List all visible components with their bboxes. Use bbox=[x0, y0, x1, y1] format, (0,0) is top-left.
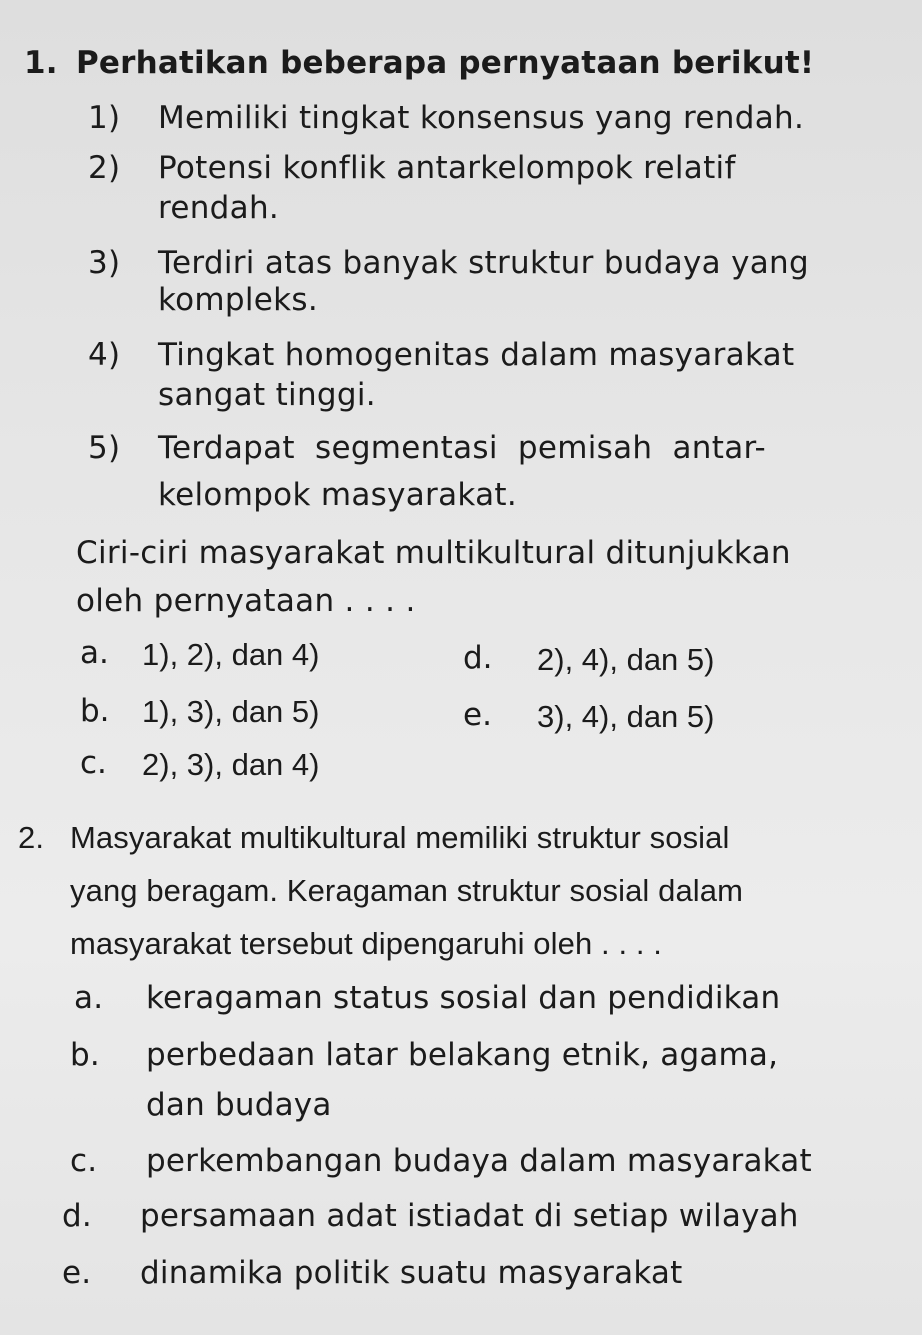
statement-3-line-1: Terdiri atas banyak struktur budaya yang bbox=[158, 245, 809, 281]
q2-option-c-letter: c. bbox=[70, 1143, 98, 1179]
q1-option-d-letter: d. bbox=[463, 640, 493, 676]
statement-4-number: 4) bbox=[88, 337, 121, 373]
q2-option-a-letter: a. bbox=[74, 980, 104, 1016]
statement-2-line-1 bbox=[158, 150, 838, 186]
q2-option-d-letter: d. bbox=[62, 1198, 92, 1234]
statement-1-text: Memiliki tingkat konsensus yang rendah. bbox=[158, 100, 805, 136]
q1-option-a-text: 1), 2), dan 4) bbox=[142, 637, 320, 672]
statement-5-line-1: Terdapat segmentasi pemisah antar- bbox=[158, 430, 767, 466]
question-2-line-2: yang beragam. Keragaman struktur sosial dalam bbox=[70, 873, 744, 908]
q1-option-d-text: 2), 4), dan 5) bbox=[537, 642, 715, 677]
statement-5-line-2: kelompok masyarakat. bbox=[158, 477, 517, 513]
q2-option-e-text: dinamika politik suatu masyarakat bbox=[140, 1255, 683, 1291]
question-2-line-1: Masyarakat multikultural memiliki struktur sosial bbox=[70, 820, 730, 855]
statement-3-line-2: kompleks. bbox=[158, 282, 319, 318]
q2-option-d-text: persamaan adat istiadat di setiap wilayah bbox=[140, 1198, 799, 1234]
statement-2-line-1-text: Potensi konflik antarkelompok relatif bbox=[158, 150, 736, 186]
q2-option-c-text: perkembangan budaya dalam masyarakat bbox=[146, 1143, 812, 1179]
question-2-number: 2. bbox=[18, 820, 45, 855]
statement-3-number: 3) bbox=[88, 245, 121, 281]
q2-option-a-text: keragaman status sosial dan pendidikan bbox=[146, 980, 781, 1016]
statement-5-number: 5) bbox=[88, 430, 121, 466]
q1-option-a-letter: a. bbox=[80, 635, 109, 671]
question-1-text-line-1: Ciri-ciri masyarakat multikultural ditunjukkan bbox=[76, 535, 791, 571]
q1-option-c-text: 2), 3), dan 4) bbox=[142, 747, 320, 782]
question-2-line-3: masyarakat tersebut dipengaruhi oleh . . . . bbox=[70, 926, 663, 961]
statement-2-line-2: rendah. bbox=[158, 190, 280, 226]
q2-option-b-line-1: perbedaan latar belakang etnik, agama, bbox=[146, 1037, 779, 1073]
statement-4-line-2: sangat tinggi. bbox=[158, 377, 376, 413]
q1-option-e-text: 3), 4), dan 5) bbox=[537, 699, 715, 734]
question-1-number: 1. bbox=[24, 45, 58, 81]
q1-option-b-text: 1), 3), dan 5) bbox=[142, 694, 320, 729]
q2-option-e-letter: e. bbox=[62, 1255, 92, 1291]
q1-option-e-letter: e. bbox=[463, 697, 492, 733]
q2-option-b-line-2: dan budaya bbox=[146, 1087, 332, 1123]
question-1-prompt: Perhatikan beberapa pernyataan berikut! bbox=[76, 45, 815, 81]
q1-option-b-letter: b. bbox=[80, 693, 110, 729]
question-1-text-line-2: oleh pernyataan . . . . bbox=[76, 583, 416, 619]
statement-1-number: 1) bbox=[88, 100, 121, 136]
q1-option-c-letter: c. bbox=[80, 745, 107, 781]
q2-option-b-letter: b. bbox=[70, 1037, 100, 1073]
statement-4-line-1: Tingkat homogenitas dalam masyarakat bbox=[158, 337, 795, 373]
statement-2-number: 2) bbox=[88, 150, 121, 186]
